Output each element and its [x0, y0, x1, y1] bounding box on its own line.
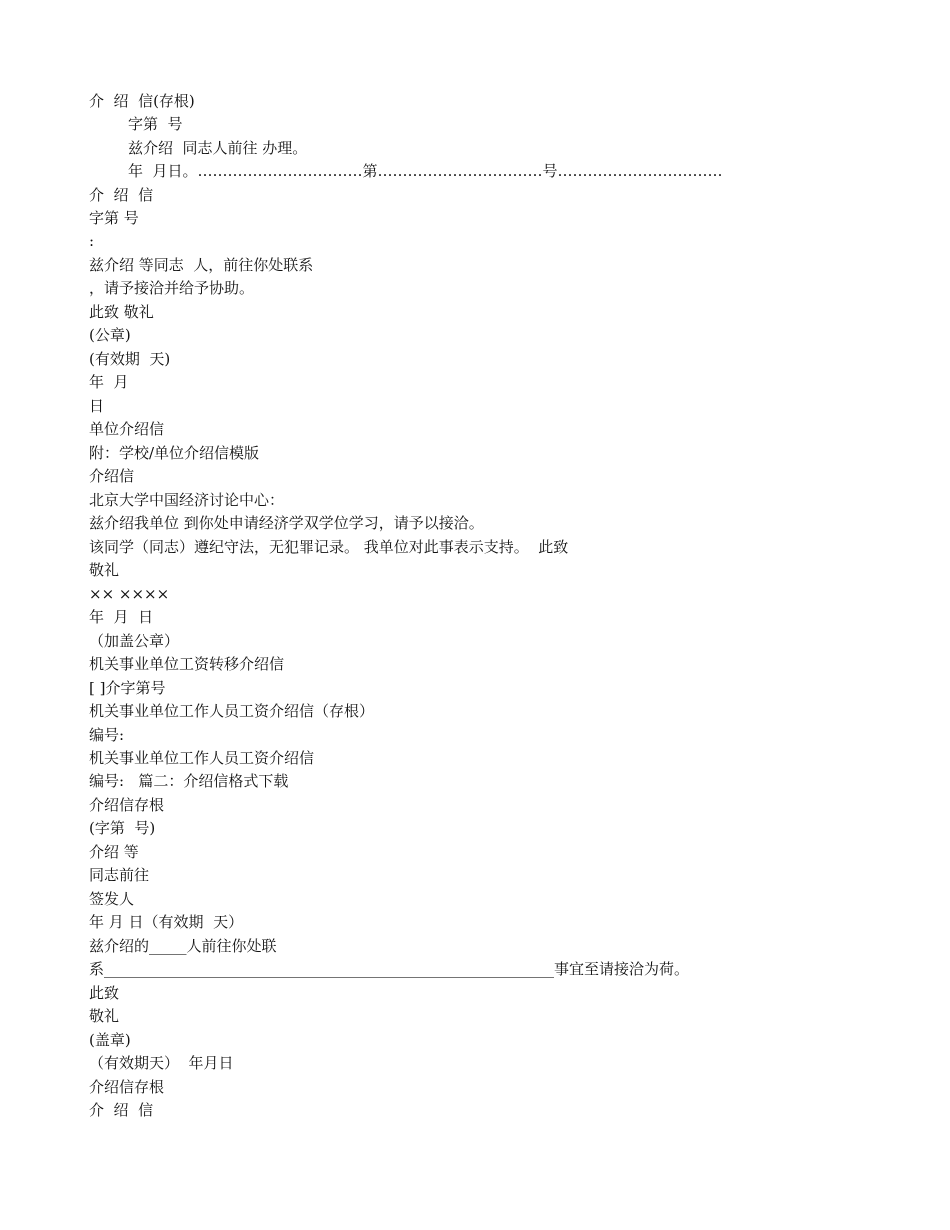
letter-validity-line: (有效期 天): [89, 350, 171, 368]
stub-number-line: (字第 号): [89, 819, 156, 837]
stub-title: 介绍信存根: [89, 1078, 165, 1096]
stub-intro-line: 介绍 等: [89, 843, 139, 861]
letter-date-line: 年 月: [89, 373, 129, 391]
section-heading: 机关事业单位工作人员工资介绍信: [89, 749, 315, 767]
stub-intro-line: 同志前往: [89, 866, 150, 884]
letter-body-line: 兹介绍 等同志 人，前往你处联系: [89, 256, 314, 274]
letter-body-line: ，请予接洽并给予协助。: [89, 279, 255, 297]
letter-title: 介 绍 信: [89, 1101, 154, 1119]
letter-date-line: 年 月 日: [89, 608, 154, 626]
letter-title: 介绍信: [89, 467, 135, 485]
letter-body-line: 兹介绍的_____人前往你处联: [89, 937, 277, 955]
section-heading: 机关事业单位工作人员工资介绍信（存根）: [89, 702, 375, 720]
stub-number-line: 字第 号: [128, 115, 183, 133]
stub-date-divider-line: 年 月日。……………………………第……………………………号……………………………: [128, 162, 723, 180]
attachment-line: 附：学校/单位介绍信模版: [89, 444, 260, 462]
letter-body-line: 该同学（同志）遵纪守法，无犯罪记录。 我单位对此事表示支持。 此致: [89, 538, 569, 556]
letter-closing-line: 敬礼: [89, 1007, 120, 1025]
stub-issuer-line: 签发人: [89, 890, 135, 908]
letter-date-line: 日: [89, 397, 105, 415]
stub-title: 介 绍 信(存根): [89, 92, 195, 110]
section-heading: 机关事业单位工资转移介绍信: [89, 655, 285, 673]
letter-addressee-line: :: [89, 232, 95, 250]
letter-date-line: （有效期天） 年月日: [89, 1054, 234, 1072]
stub-title: 介绍信存根: [89, 796, 165, 814]
letter-closing-line: 此致 敬礼: [89, 303, 154, 321]
letter-signature-line: ×× ××××: [89, 585, 170, 603]
letter-addressee-line: 北京大学中国经济讨论中心：: [89, 491, 285, 509]
letter-number-line: [ ]介字第号: [89, 679, 166, 697]
letter-seal-line: （加盖公章）: [89, 632, 180, 650]
stub-intro-line: 兹介绍 同志人前往 办理。: [128, 139, 308, 157]
letter-seal-line: (公章): [89, 326, 131, 344]
stub-date-line: 年 月 日（有效期 天）: [89, 913, 244, 931]
letter-closing-line: 此致: [89, 984, 120, 1002]
letter-seal-line: (盖章): [89, 1031, 131, 1049]
letter-number-line: 字第 号: [89, 209, 139, 227]
letter-number-line: 编号: 篇二：介绍信格式下载: [89, 772, 289, 790]
letter-body-line: 兹介绍我单位 到你处申请经济学双学位学习，请予以接洽。: [89, 514, 484, 532]
section-heading: 单位介绍信: [89, 420, 165, 438]
letter-closing-line: 敬礼: [89, 561, 120, 579]
letter-body-line: 系____________________________________________________________事宜至请接洽为荷。: [89, 960, 690, 978]
letter-title: 介 绍 信: [89, 186, 154, 204]
letter-number-line: 编号:: [89, 726, 125, 744]
